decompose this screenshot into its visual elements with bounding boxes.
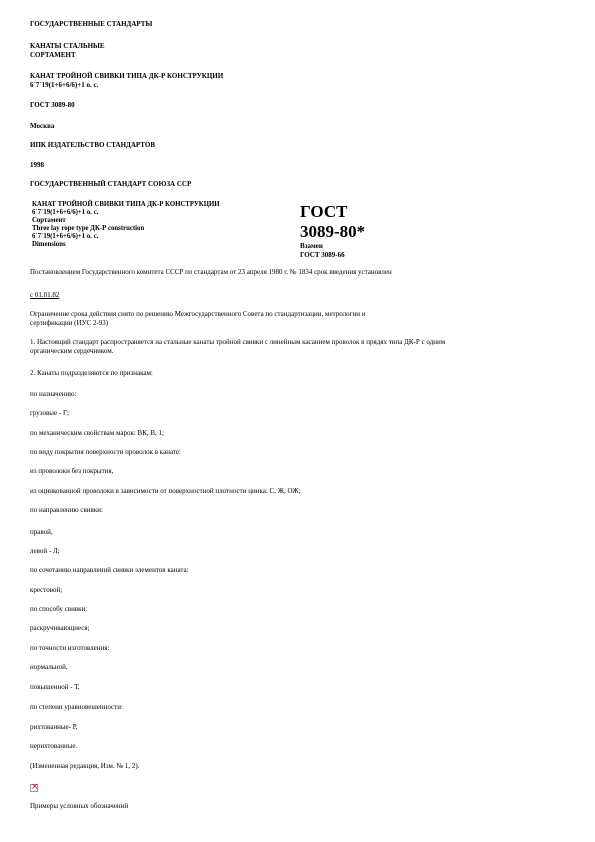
header-year: 1998 <box>30 161 44 169</box>
list-item: правой, <box>30 528 53 536</box>
header-assortment: СОРТАМЕНТ <box>30 51 76 59</box>
paragraph-1-line-1: 1. Настоящий стандарт распространяется на стальные канаты тройной свивки с линейным касанием проволок в прядях типа ДК-Р с одним <box>30 338 446 346</box>
title-ru-sub: Сортамент <box>32 217 66 224</box>
list-item: по точности изготовления: <box>30 644 110 652</box>
list-item: по способу свивки: <box>30 605 88 613</box>
list-item: нерихтованные. <box>30 742 78 750</box>
header-ropes: КАНАТЫ СТАЛЬНЫЕ <box>30 42 105 50</box>
header-publisher: ИПК ИЗДАТЕЛЬСТВО СТАНДАРТОВ <box>30 141 155 149</box>
list-item: повышенной - Т. <box>30 683 80 691</box>
amendment-note: (Измененная редакция, Изм. № 1, 2). <box>30 762 140 770</box>
list-item: по назначению: <box>30 390 77 398</box>
instead-value: ГОСТ 3089-66 <box>300 251 345 259</box>
examples-heading: Примеры условных обозначений <box>30 802 129 810</box>
list-item: по направлению свивки: <box>30 506 103 514</box>
title-en: Three lay rope type ДК-Р construction <box>32 225 145 232</box>
limit-text-1: Ограничение срока действия снято по решению Межгосударственного Совета по стандартизации, метрологии и <box>30 310 366 318</box>
list-item: по механическим свойствам марок: ВК, В, 1; <box>30 429 164 437</box>
limit-text-2: сертификации (ИУС 2-93) <box>30 319 109 327</box>
header-city: Москва <box>30 122 55 130</box>
list-item: левой - Л; <box>30 547 60 555</box>
paragraph-1-line-2: органическим сердечником. <box>30 347 114 355</box>
decree-text: Постановлением Государственного комитета СССР по стандартам от 23 апреля 1980 г. № 1834 срок введения установлен <box>30 268 392 276</box>
instead-label: Взамен <box>300 242 323 250</box>
header-gost-number: ГОСТ 3089-80 <box>30 101 75 109</box>
list-item: из проволоки без покрытия, <box>30 467 114 475</box>
list-item: раскручивающиеся; <box>30 624 90 632</box>
list-item: из оцинкованной проволоки в зависимости от поверхностной плотности цинка: С, Ж, ОЖ; <box>30 487 301 495</box>
list-item: по степени уравновешенности: <box>30 703 123 711</box>
header-standards: ГОСУДАРСТВЕННЫЕ СТАНДАРТЫ <box>30 20 153 28</box>
list-item: рихтованные- Р, <box>30 723 78 731</box>
broken-image-icon <box>30 784 38 792</box>
list-item: грузовые - Г; <box>30 409 69 417</box>
list-item: крестовой; <box>30 586 63 594</box>
paragraph-2: 2. Канаты подразделяются по признакам: <box>30 369 153 377</box>
gost-block <box>300 202 365 260</box>
list-item: нормальной, <box>30 663 68 671</box>
title-ru-formula: 6´7´19(1+6+6/6)+1 о. с. <box>32 209 99 216</box>
header-state-standard: ГОСУДАРСТВЕННЫЙ СТАНДАРТ СОЮЗА ССР <box>30 180 192 188</box>
gost-label: ГОСТ <box>300 202 348 221</box>
date-link[interactable]: с 01.01.82 <box>30 291 60 299</box>
title-en-sub: Dimensions <box>32 241 66 248</box>
title-block <box>32 201 220 249</box>
title-ru: КАНАТ ТРОЙНОЙ СВИВКИ ТИПА ДК-Р КОНСТРУКЦИИ <box>32 201 220 208</box>
list-item: по сочетанию направлений свивки элементов каната: <box>30 566 189 574</box>
header-construction: 6´7´19(1+6+6/6)+1 о. с. <box>30 81 99 89</box>
header-rope-type: КАНАТ ТРОЙНОЙ СВИВКИ ТИПА ДК-Р КОНСТРУКЦИИ <box>30 72 224 80</box>
list-item: по виду покрытия поверхности проволок в канате: <box>30 448 181 456</box>
title-en-formula: 6´7´19(1+6+6/6)+1 о. с. <box>32 233 99 240</box>
gost-number: 3089-80* <box>300 222 366 241</box>
